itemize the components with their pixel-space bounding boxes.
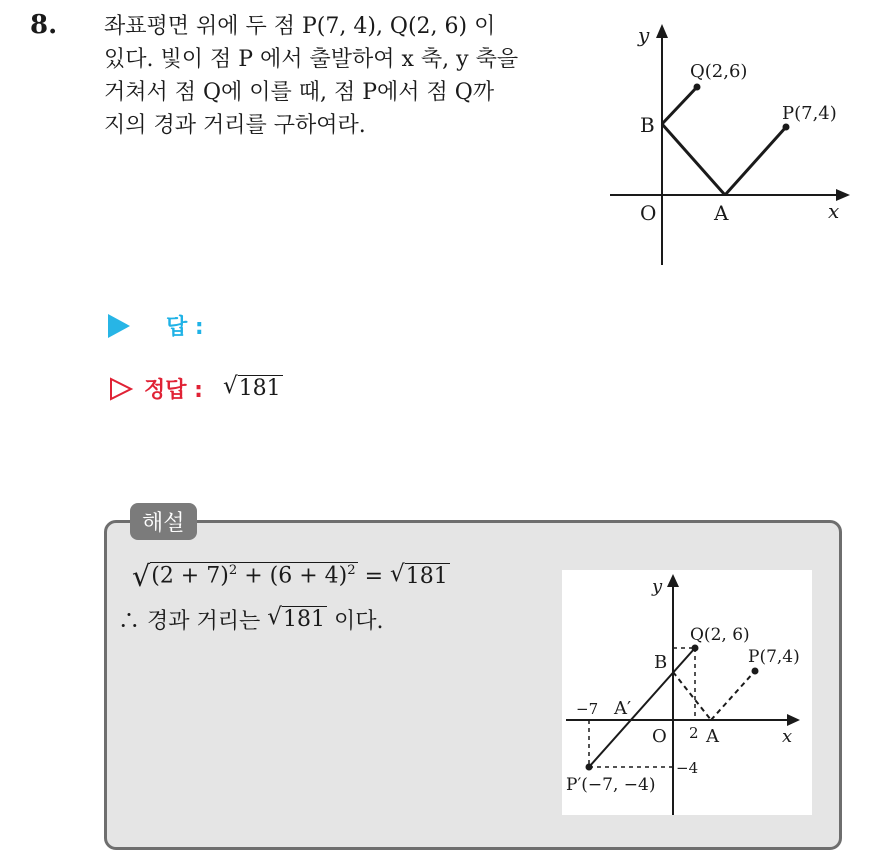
problem-line-3: 거쳐서 점 Q에 이를 때, 점 P에서 점 Q까 bbox=[104, 80, 495, 105]
label-y: y bbox=[638, 23, 650, 47]
dashed-AP bbox=[711, 671, 755, 720]
label-P: P(7,4) bbox=[782, 103, 837, 124]
label-Q: Q(2,6) bbox=[690, 61, 748, 82]
segment-PprimeQ bbox=[589, 648, 695, 767]
point-P bbox=[752, 668, 759, 675]
segment-BA bbox=[662, 124, 725, 195]
solution-tag: 해설 bbox=[130, 503, 197, 540]
solution-figure bbox=[562, 570, 812, 815]
answer-row bbox=[108, 310, 204, 341]
solution-conclusion: ∴ 경과 거리는 √ 181 이다. bbox=[118, 604, 384, 634]
y-axis-arrow bbox=[667, 574, 679, 587]
play-arrow-icon bbox=[108, 314, 130, 338]
answer-label: 답 : bbox=[166, 315, 204, 340]
label-P-prime: P′(−7, −4) bbox=[566, 775, 656, 795]
correct-answer-value: √ 181 bbox=[222, 373, 281, 402]
label-A-prime: A′ bbox=[614, 698, 632, 719]
label-O: O bbox=[652, 726, 667, 747]
label-x: x bbox=[782, 726, 793, 747]
problem-figure bbox=[600, 20, 860, 270]
correct-answer-label: 정답 : bbox=[144, 378, 203, 403]
dashed-BA bbox=[673, 672, 711, 720]
label-x: x bbox=[828, 199, 840, 223]
segment-AP bbox=[725, 127, 786, 195]
label-A: A bbox=[714, 201, 729, 225]
solution-equation: √ $(2 + 7)^2 + (6 + 4)^2$ = √ 181 bbox=[132, 559, 448, 593]
point-Pprime bbox=[586, 764, 593, 771]
problem-line-1: 좌표평면 위에 두 점 P(7, 4), Q(2, 6) 이 bbox=[104, 14, 496, 39]
tick-neg7: −7 bbox=[576, 700, 599, 718]
label-B: B bbox=[654, 652, 668, 673]
label-A: A bbox=[706, 726, 719, 747]
label-O: O bbox=[640, 201, 657, 225]
label-Q: Q(2, 6) bbox=[690, 625, 750, 645]
point-Q bbox=[692, 645, 699, 652]
problem-line-2: 있다. 빛이 점 P 에서 출발하여 x 축, y 축을 bbox=[104, 47, 519, 72]
tick-neg4: −4 bbox=[676, 759, 699, 777]
question-number: 8. bbox=[30, 10, 58, 40]
label-P: P(7,4) bbox=[748, 647, 800, 667]
x-axis-arrow bbox=[787, 714, 800, 726]
label-y: y bbox=[652, 576, 663, 597]
point-Q bbox=[694, 84, 701, 91]
outline-triangle-icon bbox=[108, 376, 134, 402]
y-axis-arrow bbox=[656, 24, 668, 38]
tick-2: 2 bbox=[689, 724, 699, 742]
correct-answer-row bbox=[108, 373, 283, 404]
point-P bbox=[783, 124, 790, 131]
problem-line-4: 지의 경과 거리를 구하여라. bbox=[104, 113, 366, 138]
label-B: B bbox=[640, 113, 655, 137]
segment-QB bbox=[662, 87, 697, 124]
problem-text bbox=[104, 10, 594, 142]
